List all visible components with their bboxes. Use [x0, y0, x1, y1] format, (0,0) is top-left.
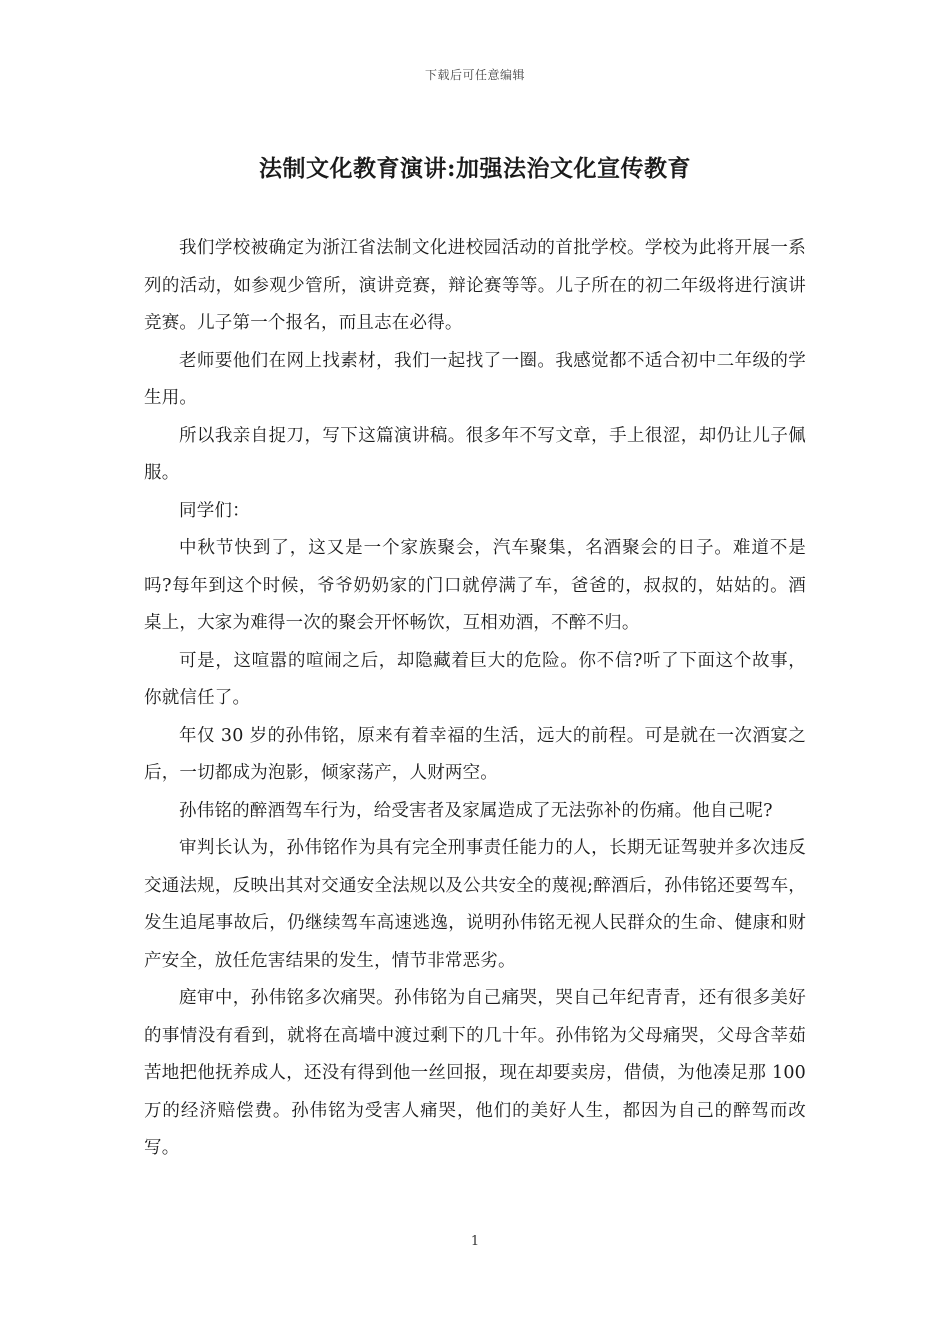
paragraph: 审判长认为，孙伟铭作为具有完全刑事责任能力的人，长期无证驾驶并多次违反交通法规，反映出其对交通安全法规以及公共安全的蔑视;醉酒后，孙伟铭还要驾车，发生追尾事故后，仍继续驾车高速逃逸，说明孙伟铭无视人民群众的生命、健康和财产安全，放任危害结果的发生，情节非常恶劣。 [144, 838, 806, 971]
paragraph: 所以我亲自捉刀，写下这篇演讲稿。很多年不写文章，手上很涩，却仍让儿子佩服。 [144, 425, 806, 483]
paragraph: 年仅 30 岁的孙伟铭，原来有着幸福的生活，远大的前程。可是就在一次酒宴之后，一切都成为泡影，倾家荡产，人财两空。 [144, 725, 806, 783]
paragraph: 中秋节快到了，这又是一个家族聚会，汽车聚集，名酒聚会的日子。难道不是吗?每年到这个时候，爷爷奶奶家的门口就停满了车，爸爸的，叔叔的，姑姑的。酒桌上，大家为难得一次的聚会开怀畅饮，互相劝酒，不醉不归。 [144, 538, 806, 633]
document-body [144, 230, 806, 1168]
paragraph: 孙伟铭的醉酒驾车行为，给受害者及家属造成了无法弥补的伤痛。他自己呢? [179, 800, 773, 821]
paragraph: 我们学校被确定为浙江省法制文化进校园活动的首批学校。学校为此将开展一系列的活动，如参观少管所，演讲竞赛，辩论赛等等。儿子所在的初二年级将进行演讲竞赛。儿子第一个报名，而且志在必得。 [144, 238, 806, 333]
paragraph: 老师要他们在网上找素材，我们一起找了一圈。我感觉都不适合初中二年级的学生用。 [144, 350, 806, 408]
document-title: 法制文化教育演讲:加强法治文化宣传教育 [259, 155, 691, 182]
header-note: 下载后可任意编辑 [424, 68, 525, 82]
paragraph: 庭审中，孙伟铭多次痛哭。孙伟铭为自己痛哭，哭自己年纪青青，还有很多美好的事情没有看到，就将在高墙中渡过剩下的几十年。孙伟铭为父母痛哭，父母含莘茹苦地把他抚养成人，还没有得到他一丝回报，现在却要卖房，借债，为他凑足那 100 万的经济赔偿费。孙伟铭为受害人痛哭，他们的美好人生，都因为自己的醉驾而改写。 [144, 988, 806, 1158]
page-number: 1 [470, 1234, 480, 1249]
paragraph: 同学们： [179, 500, 250, 521]
paragraph: 可是，这喧嚣的喧闹之后，却隐藏着巨大的危险。你不信?听了下面这个故事，你就信任了。 [144, 650, 806, 708]
